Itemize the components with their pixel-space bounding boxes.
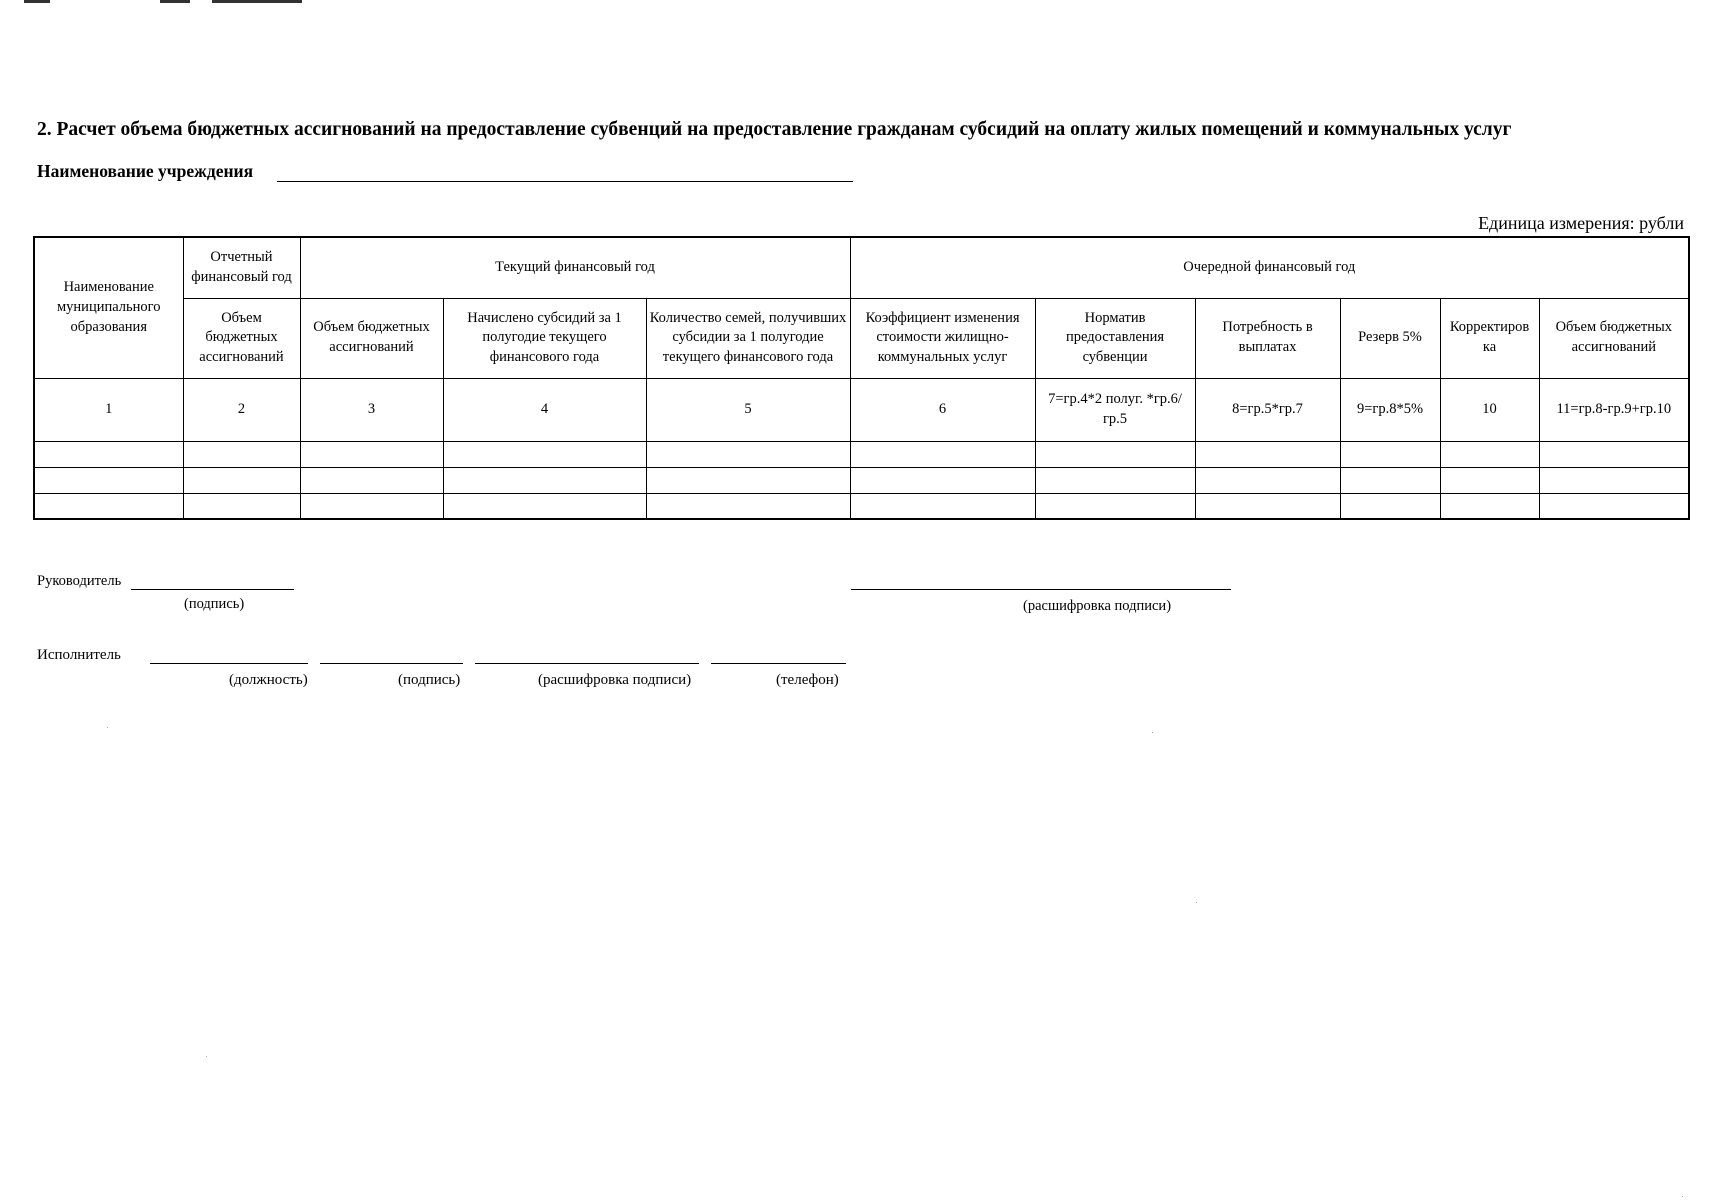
header-municipality: Наименование муниципального образования (34, 237, 183, 378)
scan-edge-mark (24, 0, 50, 3)
table-header-row (34, 237, 1689, 298)
head-decode-caption: (расшифровка подписи) (1023, 598, 1172, 614)
subheader-cell: Резерв 5% (1340, 298, 1440, 378)
subheader-cell: Количество семей, получивших субсидии за 1 полугодие текущего финансового года (646, 298, 850, 378)
institution-name-line (277, 181, 853, 182)
executor-signature-line[interactable] (320, 663, 463, 664)
table-cell[interactable] (1195, 441, 1340, 467)
executor-signature-caption: (подпись) (398, 672, 461, 688)
table-cell[interactable] (34, 467, 183, 493)
table-cell[interactable] (1539, 467, 1689, 493)
executor-position-caption: (должность) (229, 672, 308, 688)
table-cell[interactable] (1539, 493, 1689, 519)
table-cell[interactable] (443, 441, 646, 467)
column-number: 4 (443, 378, 646, 441)
column-number: 6 (850, 378, 1035, 441)
column-number: 11=гр.8-гр.9+гр.10 (1539, 378, 1689, 441)
head-signature-caption: (подпись) (184, 596, 245, 612)
unit-of-measure: Единица измерения: рубли (1478, 213, 1684, 233)
subheader-cell: Объем бюджетных ассигнований (1539, 298, 1689, 378)
column-number: 7=гр.4*2 полуг. *гр.6/гр.5 (1035, 378, 1195, 441)
table-cell[interactable] (443, 467, 646, 493)
scan-speck (1196, 902, 1197, 903)
table-cell[interactable] (1195, 467, 1340, 493)
table-row (34, 493, 1689, 519)
table-cell[interactable] (646, 493, 850, 519)
scan-speck (206, 1056, 207, 1057)
table-cell[interactable] (1440, 467, 1539, 493)
scan-edge-mark (160, 0, 190, 3)
header-report-year: Отчетный финансовый год (183, 237, 300, 298)
institution-label: Наименование учреждения (37, 161, 254, 181)
subheader-cell: Объем бюджетных ассигнований (300, 298, 443, 378)
table-cell[interactable] (34, 441, 183, 467)
table-row (34, 467, 1689, 493)
table-cell[interactable] (1035, 467, 1195, 493)
table-cell[interactable] (1440, 493, 1539, 519)
scan-speck (1682, 1196, 1683, 1197)
head-label: Руководитель (37, 573, 122, 589)
table-row (34, 441, 1689, 467)
document-title: 2. Расчет объема бюджетных ассигнований на предоставление субвенций на предоставление гражданам субсидий на оплату жилых помещений и коммунальных услуг (37, 119, 1512, 140)
header-current-year: Текущий финансовый год (300, 237, 850, 298)
table-cell[interactable] (183, 467, 300, 493)
column-number: 8=гр.5*гр.7 (1195, 378, 1340, 441)
column-number: 9=гр.8*5% (1340, 378, 1440, 441)
table-cell[interactable] (1340, 441, 1440, 467)
executor-decode-caption: (расшифровка подписи) (538, 672, 692, 688)
subheader-cell: Норматив предоставления субвенции (1035, 298, 1195, 378)
table-subheader-row (34, 298, 1689, 378)
table-cell[interactable] (443, 493, 646, 519)
table-cell[interactable] (1340, 493, 1440, 519)
subheader-cell: Потребность в выплатах (1195, 298, 1340, 378)
executor-phone-caption: (телефон) (776, 672, 839, 688)
subheader-cell: Начислено субсидий за 1 полугодие текущего финансового года (443, 298, 646, 378)
column-number: 10 (1440, 378, 1539, 441)
table-cell[interactable] (300, 493, 443, 519)
table-cell[interactable] (183, 493, 300, 519)
table-cell[interactable] (34, 493, 183, 519)
column-number: 3 (300, 378, 443, 441)
header-next-year: Очередной финансовый год (850, 237, 1689, 298)
executor-phone-line[interactable] (711, 663, 846, 664)
table-cell[interactable] (183, 441, 300, 467)
executor-decode-line[interactable] (475, 663, 699, 664)
column-number-row (34, 378, 1689, 441)
head-decode-line[interactable] (851, 589, 1231, 590)
table-cell[interactable] (1340, 467, 1440, 493)
executor-label: Исполнитель (37, 647, 121, 663)
budget-calculation-table (33, 236, 1690, 520)
scan-speck (1152, 732, 1153, 733)
table-cell[interactable] (300, 467, 443, 493)
table-cell[interactable] (1440, 441, 1539, 467)
subheader-cell: Коэффициент изменения стоимости жилищно-коммунальных услуг (850, 298, 1035, 378)
column-number: 5 (646, 378, 850, 441)
scan-edge-mark (212, 0, 302, 3)
table-cell[interactable] (1035, 493, 1195, 519)
table-cell[interactable] (1539, 441, 1689, 467)
table-cell[interactable] (1195, 493, 1340, 519)
subheader-cell: Корректиров ка (1440, 298, 1539, 378)
column-number: 2 (183, 378, 300, 441)
table-cell[interactable] (850, 493, 1035, 519)
column-number: 1 (34, 378, 183, 441)
table-cell[interactable] (850, 441, 1035, 467)
executor-position-line[interactable] (150, 663, 308, 664)
table-cell[interactable] (646, 441, 850, 467)
head-signature-line[interactable] (131, 589, 294, 590)
table-cell[interactable] (646, 467, 850, 493)
table-cell[interactable] (850, 467, 1035, 493)
table-cell[interactable] (300, 441, 443, 467)
scan-speck (107, 727, 108, 728)
subheader-cell: Объем бюджетных ассигнований (183, 298, 300, 378)
table-cell[interactable] (1035, 441, 1195, 467)
